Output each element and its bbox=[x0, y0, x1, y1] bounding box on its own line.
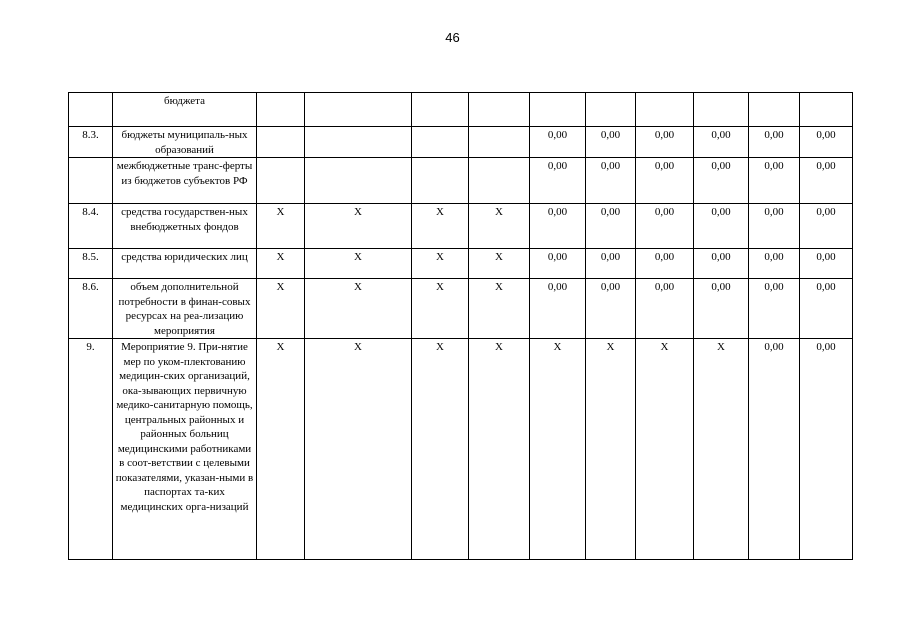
value-cell: Х bbox=[257, 339, 305, 560]
value-cell: Х bbox=[305, 204, 412, 249]
table-row bbox=[69, 339, 853, 560]
table-row bbox=[69, 279, 853, 339]
value-cell: 0,00 bbox=[636, 249, 694, 279]
value-cell: 0,00 bbox=[694, 249, 749, 279]
row-number-cell: 8.5. bbox=[69, 249, 113, 279]
value-cell: 0,00 bbox=[586, 204, 636, 249]
value-cell bbox=[694, 93, 749, 127]
row-name-cell: Мероприятие 9. При-нятие мер по уком-плектованию медицин-ских организаций, ока-зывающих первичную медико-санитарную помощь, центральных районных и районных больниц медицинскими работниками в соот-ветствии с целевыми показателями, указан-ными в паспортах та-ких медицинских орга-низаций bbox=[113, 339, 257, 560]
value-cell: 0,00 bbox=[530, 249, 586, 279]
table-body bbox=[69, 93, 853, 560]
row-number-cell: 8.4. bbox=[69, 204, 113, 249]
value-cell: 0,00 bbox=[586, 279, 636, 339]
value-cell: 0,00 bbox=[800, 127, 853, 158]
table-row bbox=[69, 249, 853, 279]
value-cell bbox=[257, 158, 305, 204]
row-number-cell: 8.3. bbox=[69, 127, 113, 158]
value-cell: 0,00 bbox=[636, 127, 694, 158]
value-cell: Х bbox=[257, 249, 305, 279]
value-cell bbox=[305, 93, 412, 127]
table-row bbox=[69, 93, 853, 127]
table-row bbox=[69, 158, 853, 204]
value-cell: Х bbox=[305, 279, 412, 339]
value-cell: 0,00 bbox=[749, 279, 800, 339]
row-number-cell: 9. bbox=[69, 339, 113, 560]
table-row bbox=[69, 204, 853, 249]
value-cell bbox=[636, 93, 694, 127]
row-number-cell bbox=[69, 93, 113, 127]
value-cell: 0,00 bbox=[530, 204, 586, 249]
value-cell: 0,00 bbox=[749, 339, 800, 560]
row-name-cell: объем дополнительной потребности в финан-совых ресурсах на реа-лизацию мероприятия bbox=[113, 279, 257, 339]
value-cell: 0,00 bbox=[694, 158, 749, 204]
value-cell bbox=[305, 127, 412, 158]
page-number: 46 bbox=[445, 30, 460, 45]
value-cell: 0,00 bbox=[800, 339, 853, 560]
value-cell: Х bbox=[412, 339, 469, 560]
value-cell bbox=[749, 93, 800, 127]
value-cell: 0,00 bbox=[694, 204, 749, 249]
value-cell bbox=[586, 93, 636, 127]
value-cell: Х bbox=[694, 339, 749, 560]
value-cell: Х bbox=[305, 249, 412, 279]
value-cell: 0,00 bbox=[800, 249, 853, 279]
value-cell: 0,00 bbox=[586, 249, 636, 279]
value-cell bbox=[469, 127, 530, 158]
value-cell bbox=[412, 93, 469, 127]
row-number-cell: 8.6. bbox=[69, 279, 113, 339]
value-cell bbox=[469, 158, 530, 204]
value-cell bbox=[305, 158, 412, 204]
value-cell: Х bbox=[469, 249, 530, 279]
value-cell: 0,00 bbox=[636, 279, 694, 339]
value-cell: 0,00 bbox=[694, 127, 749, 158]
value-cell: 0,00 bbox=[586, 127, 636, 158]
value-cell: Х bbox=[412, 279, 469, 339]
value-cell: Х bbox=[257, 279, 305, 339]
value-cell: Х bbox=[469, 279, 530, 339]
value-cell bbox=[530, 93, 586, 127]
value-cell: 0,00 bbox=[586, 158, 636, 204]
value-cell: 0,00 bbox=[800, 279, 853, 339]
value-cell bbox=[469, 93, 530, 127]
row-name-cell: бюджета bbox=[113, 93, 257, 127]
value-cell: 0,00 bbox=[636, 158, 694, 204]
row-number-cell bbox=[69, 158, 113, 204]
value-cell bbox=[257, 127, 305, 158]
value-cell bbox=[412, 158, 469, 204]
value-cell: 0,00 bbox=[530, 279, 586, 339]
value-cell: 0,00 bbox=[530, 158, 586, 204]
budget-table bbox=[68, 92, 853, 560]
value-cell bbox=[800, 93, 853, 127]
value-cell: Х bbox=[469, 339, 530, 560]
value-cell: 0,00 bbox=[749, 249, 800, 279]
table-row bbox=[69, 127, 853, 158]
value-cell: Х bbox=[469, 204, 530, 249]
value-cell: Х bbox=[412, 249, 469, 279]
row-name-cell: межбюджетные транс-ферты из бюджетов субъектов РФ bbox=[113, 158, 257, 204]
row-name-cell: средства государствен-ных внебюджетных фондов bbox=[113, 204, 257, 249]
value-cell: Х bbox=[636, 339, 694, 560]
value-cell: Х bbox=[530, 339, 586, 560]
value-cell bbox=[412, 127, 469, 158]
row-name-cell: средства юридических лиц bbox=[113, 249, 257, 279]
value-cell: 0,00 bbox=[749, 158, 800, 204]
value-cell bbox=[257, 93, 305, 127]
value-cell: Х bbox=[586, 339, 636, 560]
value-cell: 0,00 bbox=[694, 279, 749, 339]
value-cell: Х bbox=[257, 204, 305, 249]
value-cell: 0,00 bbox=[749, 127, 800, 158]
value-cell: 0,00 bbox=[530, 127, 586, 158]
value-cell: Х bbox=[305, 339, 412, 560]
value-cell: 0,00 bbox=[636, 204, 694, 249]
value-cell: 0,00 bbox=[800, 158, 853, 204]
value-cell: 0,00 bbox=[800, 204, 853, 249]
value-cell: 0,00 bbox=[749, 204, 800, 249]
row-name-cell: бюджеты муниципаль-ных образований bbox=[113, 127, 257, 158]
value-cell: Х bbox=[412, 204, 469, 249]
